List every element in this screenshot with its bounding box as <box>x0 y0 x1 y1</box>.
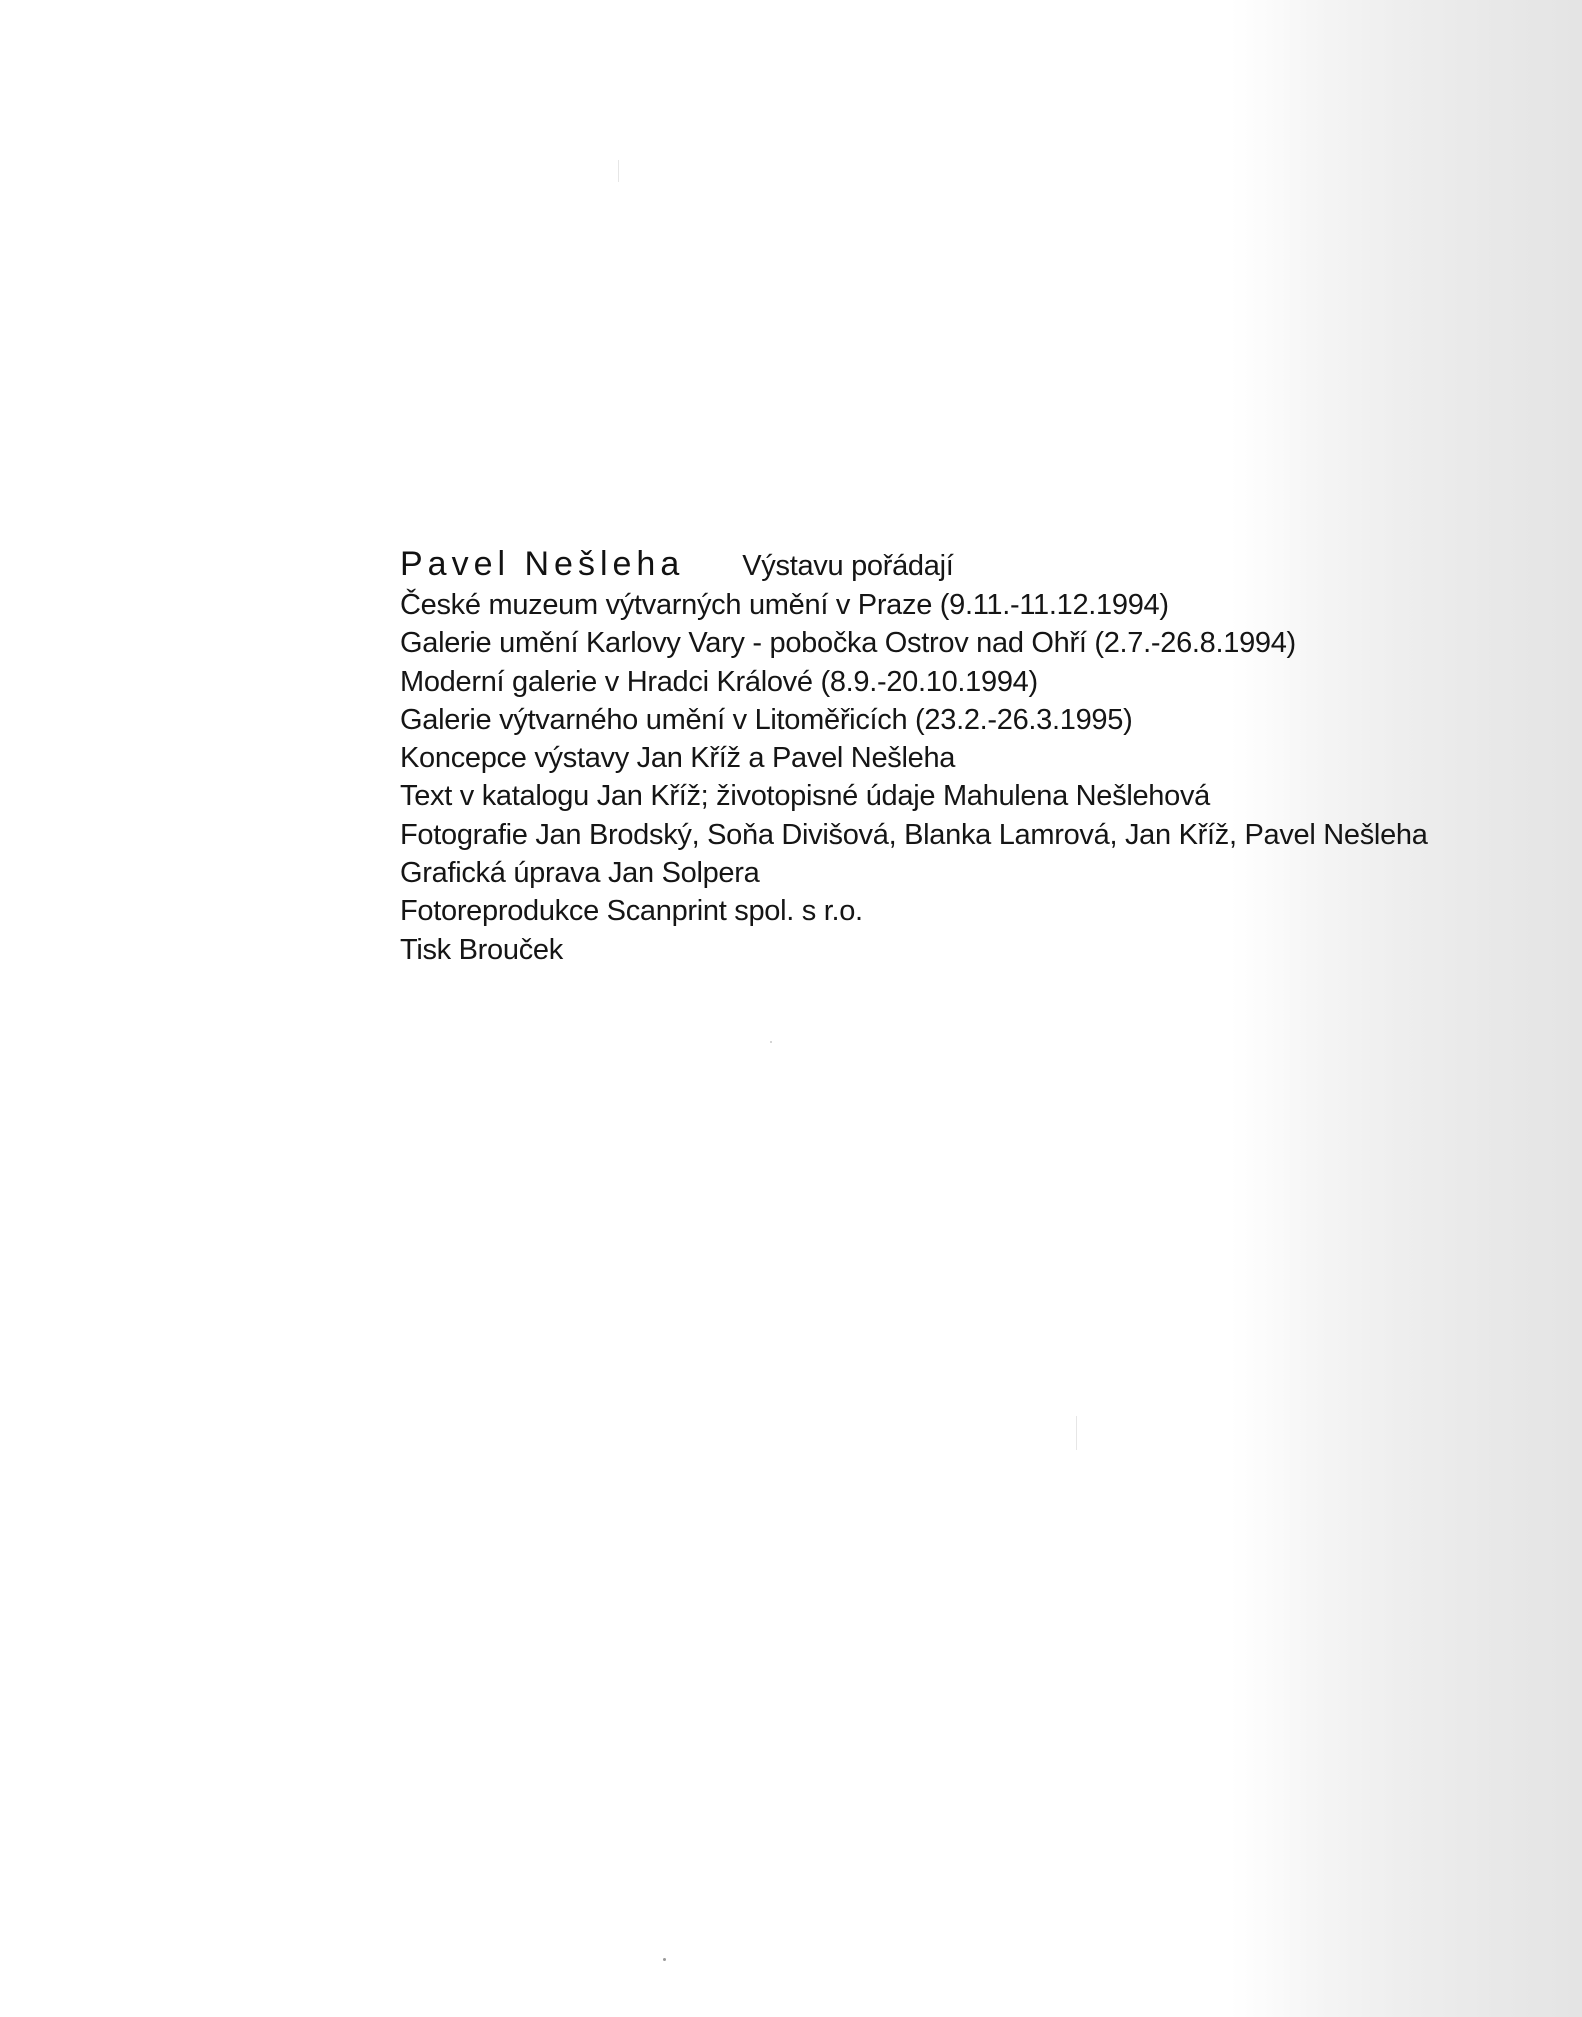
photography-credit: Fotografie Jan Brodský, Soňa Divišová, Blanka Lamrová, Jan Kříž, Pavel Nešleha <box>400 818 1428 851</box>
colophon-block <box>400 542 1520 969</box>
paper-speck <box>770 1041 772 1043</box>
credit-list <box>400 586 1520 969</box>
organizers-label: Výstavu pořádají <box>742 550 954 582</box>
paper-crease <box>618 160 619 182</box>
author-name: Pavel Nešleha <box>400 545 685 583</box>
venue-prague: České muzeum výtvarných umění v Praze (9.11.-11.12.1994) <box>400 589 1169 621</box>
venue-hradec-kralove: Moderní galerie v Hradci Králové (8.9.-20.10.1994) <box>400 665 1038 698</box>
printing-credit: Tisk Brouček <box>400 933 563 966</box>
photoreproduction-credit: Fotoreprodukce Scanprint spol. s r.o. <box>400 895 863 928</box>
paper-crease <box>1076 1416 1077 1450</box>
catalog-text-credit: Text v katalogu Jan Kříž; životopisné údaje Mahulena Nešlehová <box>400 780 1210 813</box>
graphic-design-credit: Grafická úprava Jan Solpera <box>400 857 760 890</box>
colophon-heading <box>400 542 1520 586</box>
paper-speck <box>663 1958 666 1961</box>
venue-ostrov: Galerie umění Karlovy Vary - pobočka Ostrov nad Ohří (2.7.-26.8.1994) <box>400 627 1296 660</box>
exhibition-concept-credit: Koncepce výstavy Jan Kříž a Pavel Nešleha <box>400 742 956 775</box>
venue-litomerice: Galerie výtvarného umění v Litoměřicích (23.2.-26.3.1995) <box>400 703 1133 736</box>
